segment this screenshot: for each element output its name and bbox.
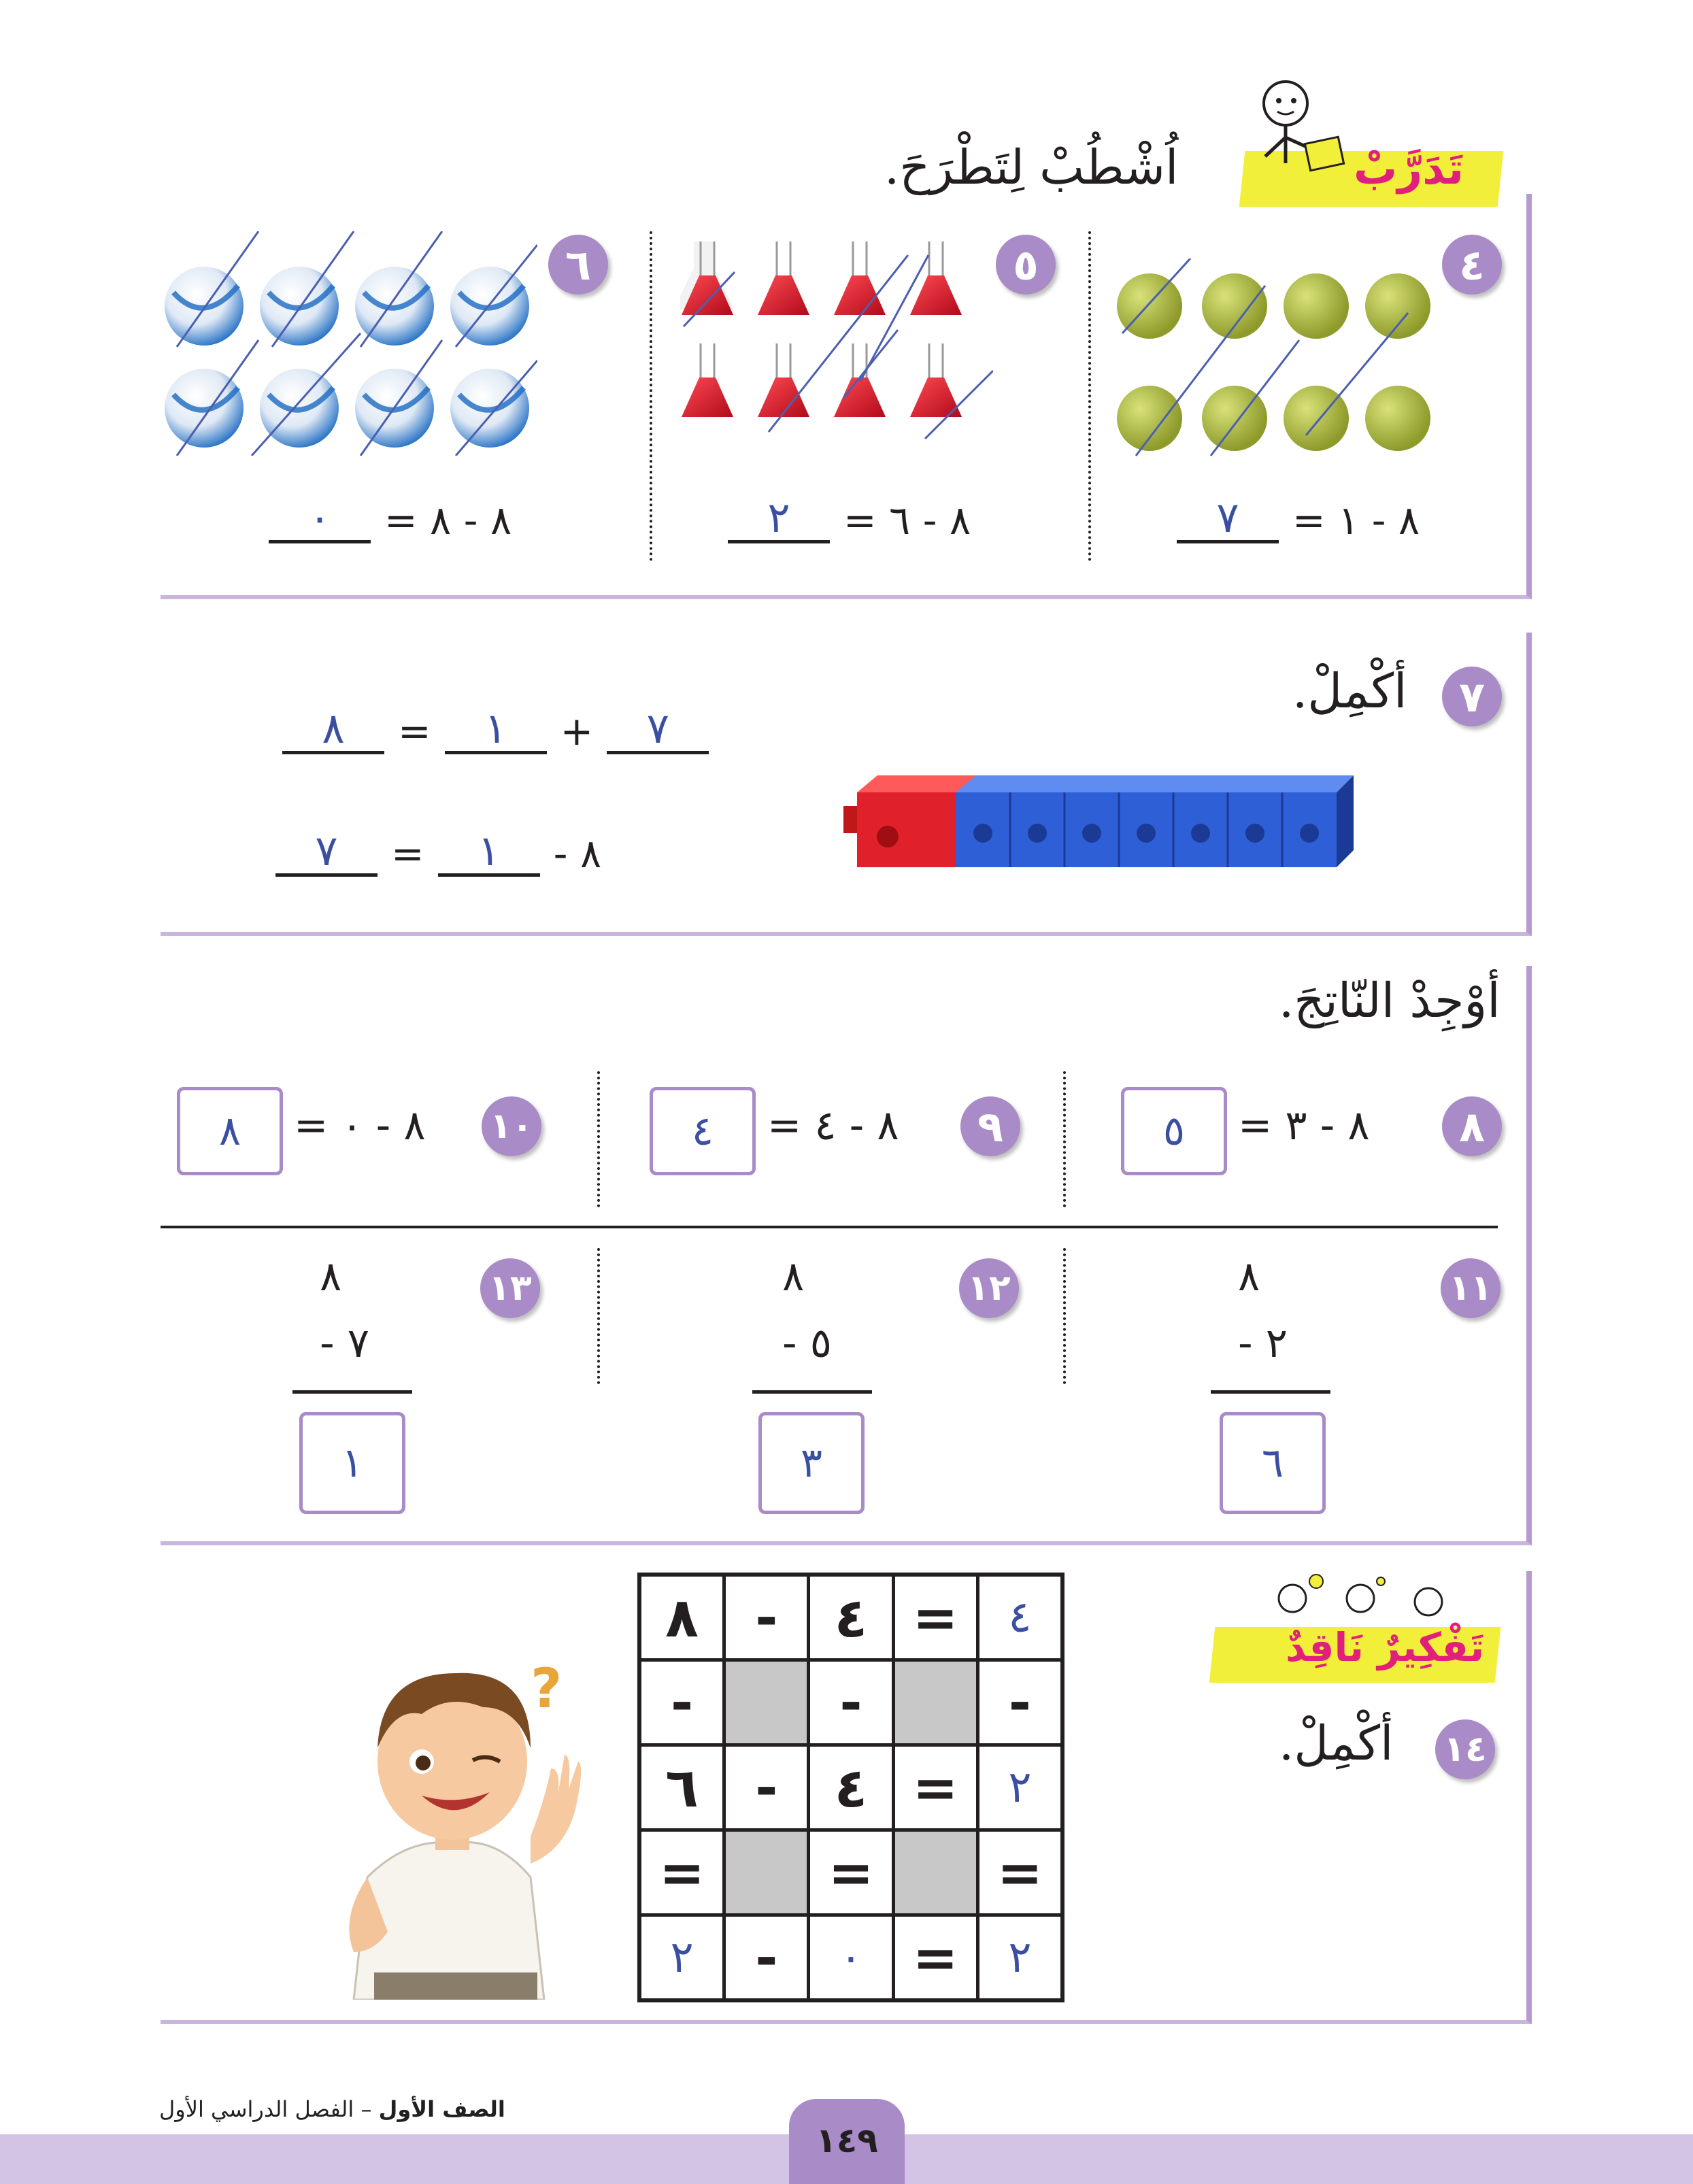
grid-cell: =: [895, 1747, 976, 1828]
exercise-number-8: ٨: [1442, 1096, 1502, 1156]
linking-cubes-image: [837, 772, 1354, 874]
page-number: ١٤٩: [816, 2121, 878, 2160]
exercise-13-bottom: ٧ -: [320, 1320, 369, 1367]
grid-cell: =: [895, 1917, 976, 1998]
footer-grade: الصف الأول: [378, 2096, 505, 2122]
boy-illustration: [326, 1632, 585, 2000]
subtraction-puzzle-grid: [637, 1573, 1065, 2002]
critical-thinking-badge-text: تَفْكِيرٌ نَاقِدٌ: [1286, 1624, 1485, 1670]
exercise-10-answer-box[interactable]: ٨: [177, 1087, 283, 1175]
exercise-11-line: [1211, 1390, 1330, 1394]
grid-shaded-cell: [895, 1832, 976, 1913]
footer-separator: –: [361, 2096, 372, 2122]
stick-figure-icon: [1245, 75, 1354, 197]
exercise-6-answer[interactable]: ٠: [269, 497, 371, 543]
subtrahend[interactable]: ١: [438, 830, 540, 877]
exercise-7-addition: [282, 703, 709, 754]
exercise-12-top: ٨: [782, 1253, 805, 1300]
exercise-10-expression: ٨ - ٠ =: [294, 1102, 426, 1149]
exercise-7-instruction: أكْمِلْ.: [1292, 663, 1407, 719]
grid-cell: ٨: [641, 1577, 722, 1658]
exercise-4-answer[interactable]: ٧: [1177, 497, 1279, 543]
exercise-11-top: ٨: [1238, 1253, 1260, 1300]
exercise-number-4: ٤: [1442, 235, 1502, 295]
exercise-6-equation: [269, 492, 512, 543]
flasks-image: [680, 235, 993, 452]
exercise-12-answer-box[interactable]: ٣: [758, 1412, 865, 1514]
grid-cell: =: [641, 1832, 722, 1913]
grid-cell: =: [810, 1832, 891, 1913]
divider-9-10: [597, 1071, 600, 1207]
exercise-13-answer-box[interactable]: ١: [299, 1412, 405, 1514]
plus-sign: +: [560, 708, 594, 754]
exercise-number-9: ٩: [960, 1096, 1020, 1156]
tennis-balls-image: [1109, 258, 1435, 463]
grid-shaded-cell: [726, 1662, 807, 1743]
grid-answer-cell[interactable]: ٢: [979, 1747, 1060, 1828]
exercise-12-line: [752, 1390, 872, 1394]
exercise-number-6: ٦: [548, 235, 608, 295]
grid-cell: -: [810, 1662, 891, 1743]
grid-shaded-cell: [726, 1832, 807, 1913]
exercise-number-11: ١١: [1441, 1258, 1501, 1318]
exercise-13-top: ٨: [320, 1253, 342, 1300]
grid-shaded-cell: [895, 1662, 976, 1743]
exercise-9-expression: ٨ - ٤ =: [767, 1102, 899, 1149]
exercise-number-5: ٥: [996, 235, 1056, 295]
grid-cell: =: [979, 1832, 1060, 1913]
grid-cell: ٤: [810, 1747, 891, 1828]
exercise-number-13: ١٣: [480, 1258, 540, 1318]
minuend: ٨ -: [553, 830, 602, 877]
exercise-6-expression: ٨ - ٨ =: [384, 497, 512, 543]
practice-badge-text: تَدَرَّبْ: [1354, 144, 1464, 195]
exercise-8-expression: ٨ - ٣ =: [1238, 1102, 1370, 1149]
thinking-faces-icon: [1265, 1571, 1483, 1626]
divider-5-6: [650, 231, 652, 561]
row-separator: [161, 1226, 1498, 1228]
grid-cell: -: [726, 1917, 807, 1998]
exercise-number-12: ١٢: [959, 1258, 1019, 1318]
exercise-5-answer[interactable]: ٢: [728, 497, 830, 543]
grid-cell: -: [979, 1662, 1060, 1743]
grid-cell: -: [641, 1662, 722, 1743]
addend-b[interactable]: ١: [445, 707, 547, 754]
exercise-4-equation: [1177, 492, 1420, 543]
grid-cell: ٤: [810, 1577, 891, 1658]
grid-answer-cell[interactable]: ٢: [641, 1917, 722, 1998]
exercise-13-line: [292, 1390, 412, 1394]
divider-12-13: [597, 1248, 600, 1384]
difference-result[interactable]: ٧: [275, 830, 378, 877]
divider-11-12: [1063, 1248, 1066, 1384]
exercise-number-10: ١٠: [482, 1096, 541, 1156]
exercise-12-bottom: ٥ -: [782, 1320, 832, 1367]
divider-8-9: [1063, 1071, 1066, 1207]
grid-answer-cell[interactable]: ٠: [810, 1917, 891, 1998]
find-result-instruction: أوْجِدْ النّاتِجَ.: [1279, 973, 1501, 1028]
grid-answer-cell[interactable]: ٤: [979, 1577, 1060, 1658]
volleyballs-image: [156, 231, 537, 456]
exercise-number-14: ١٤: [1435, 1719, 1495, 1779]
exercise-5-equation: [728, 492, 971, 543]
footer-text: [159, 2096, 505, 2122]
grid-cell: -: [726, 1577, 807, 1658]
addend-a[interactable]: ٧: [607, 707, 709, 754]
exercise-7-subtraction: [275, 826, 602, 877]
practice-instruction: اُشْطُبْ لِتَطْرَحَ.: [884, 139, 1179, 195]
exercise-11-bottom: ٢ -: [1238, 1320, 1288, 1367]
equals-sign: =: [398, 708, 431, 754]
svg-text:?: ?: [531, 1657, 563, 1720]
grid-cell: -: [726, 1747, 807, 1828]
exercise-11-answer-box[interactable]: ٦: [1220, 1412, 1326, 1514]
divider-4-5: [1088, 231, 1091, 561]
exercise-4-expression: ٨ - ١ =: [1292, 497, 1420, 543]
grid-cell: =: [895, 1577, 976, 1658]
exercise-number-7: ٧: [1442, 667, 1502, 726]
exercise-9-answer-box[interactable]: ٤: [650, 1087, 756, 1175]
grid-cell: ٦: [641, 1747, 722, 1828]
equals-sign: =: [391, 830, 424, 877]
exercise-8-answer-box[interactable]: ٥: [1121, 1087, 1227, 1175]
exercise-5-expression: ٨ - ٦ =: [843, 497, 971, 543]
footer-term: الفصل الدراسي الأول: [159, 2096, 354, 2122]
sum-result[interactable]: ٨: [282, 707, 384, 754]
exercise-14-instruction: أكْمِلْ.: [1279, 1715, 1394, 1771]
grid-answer-cell[interactable]: ٢: [979, 1917, 1060, 1998]
